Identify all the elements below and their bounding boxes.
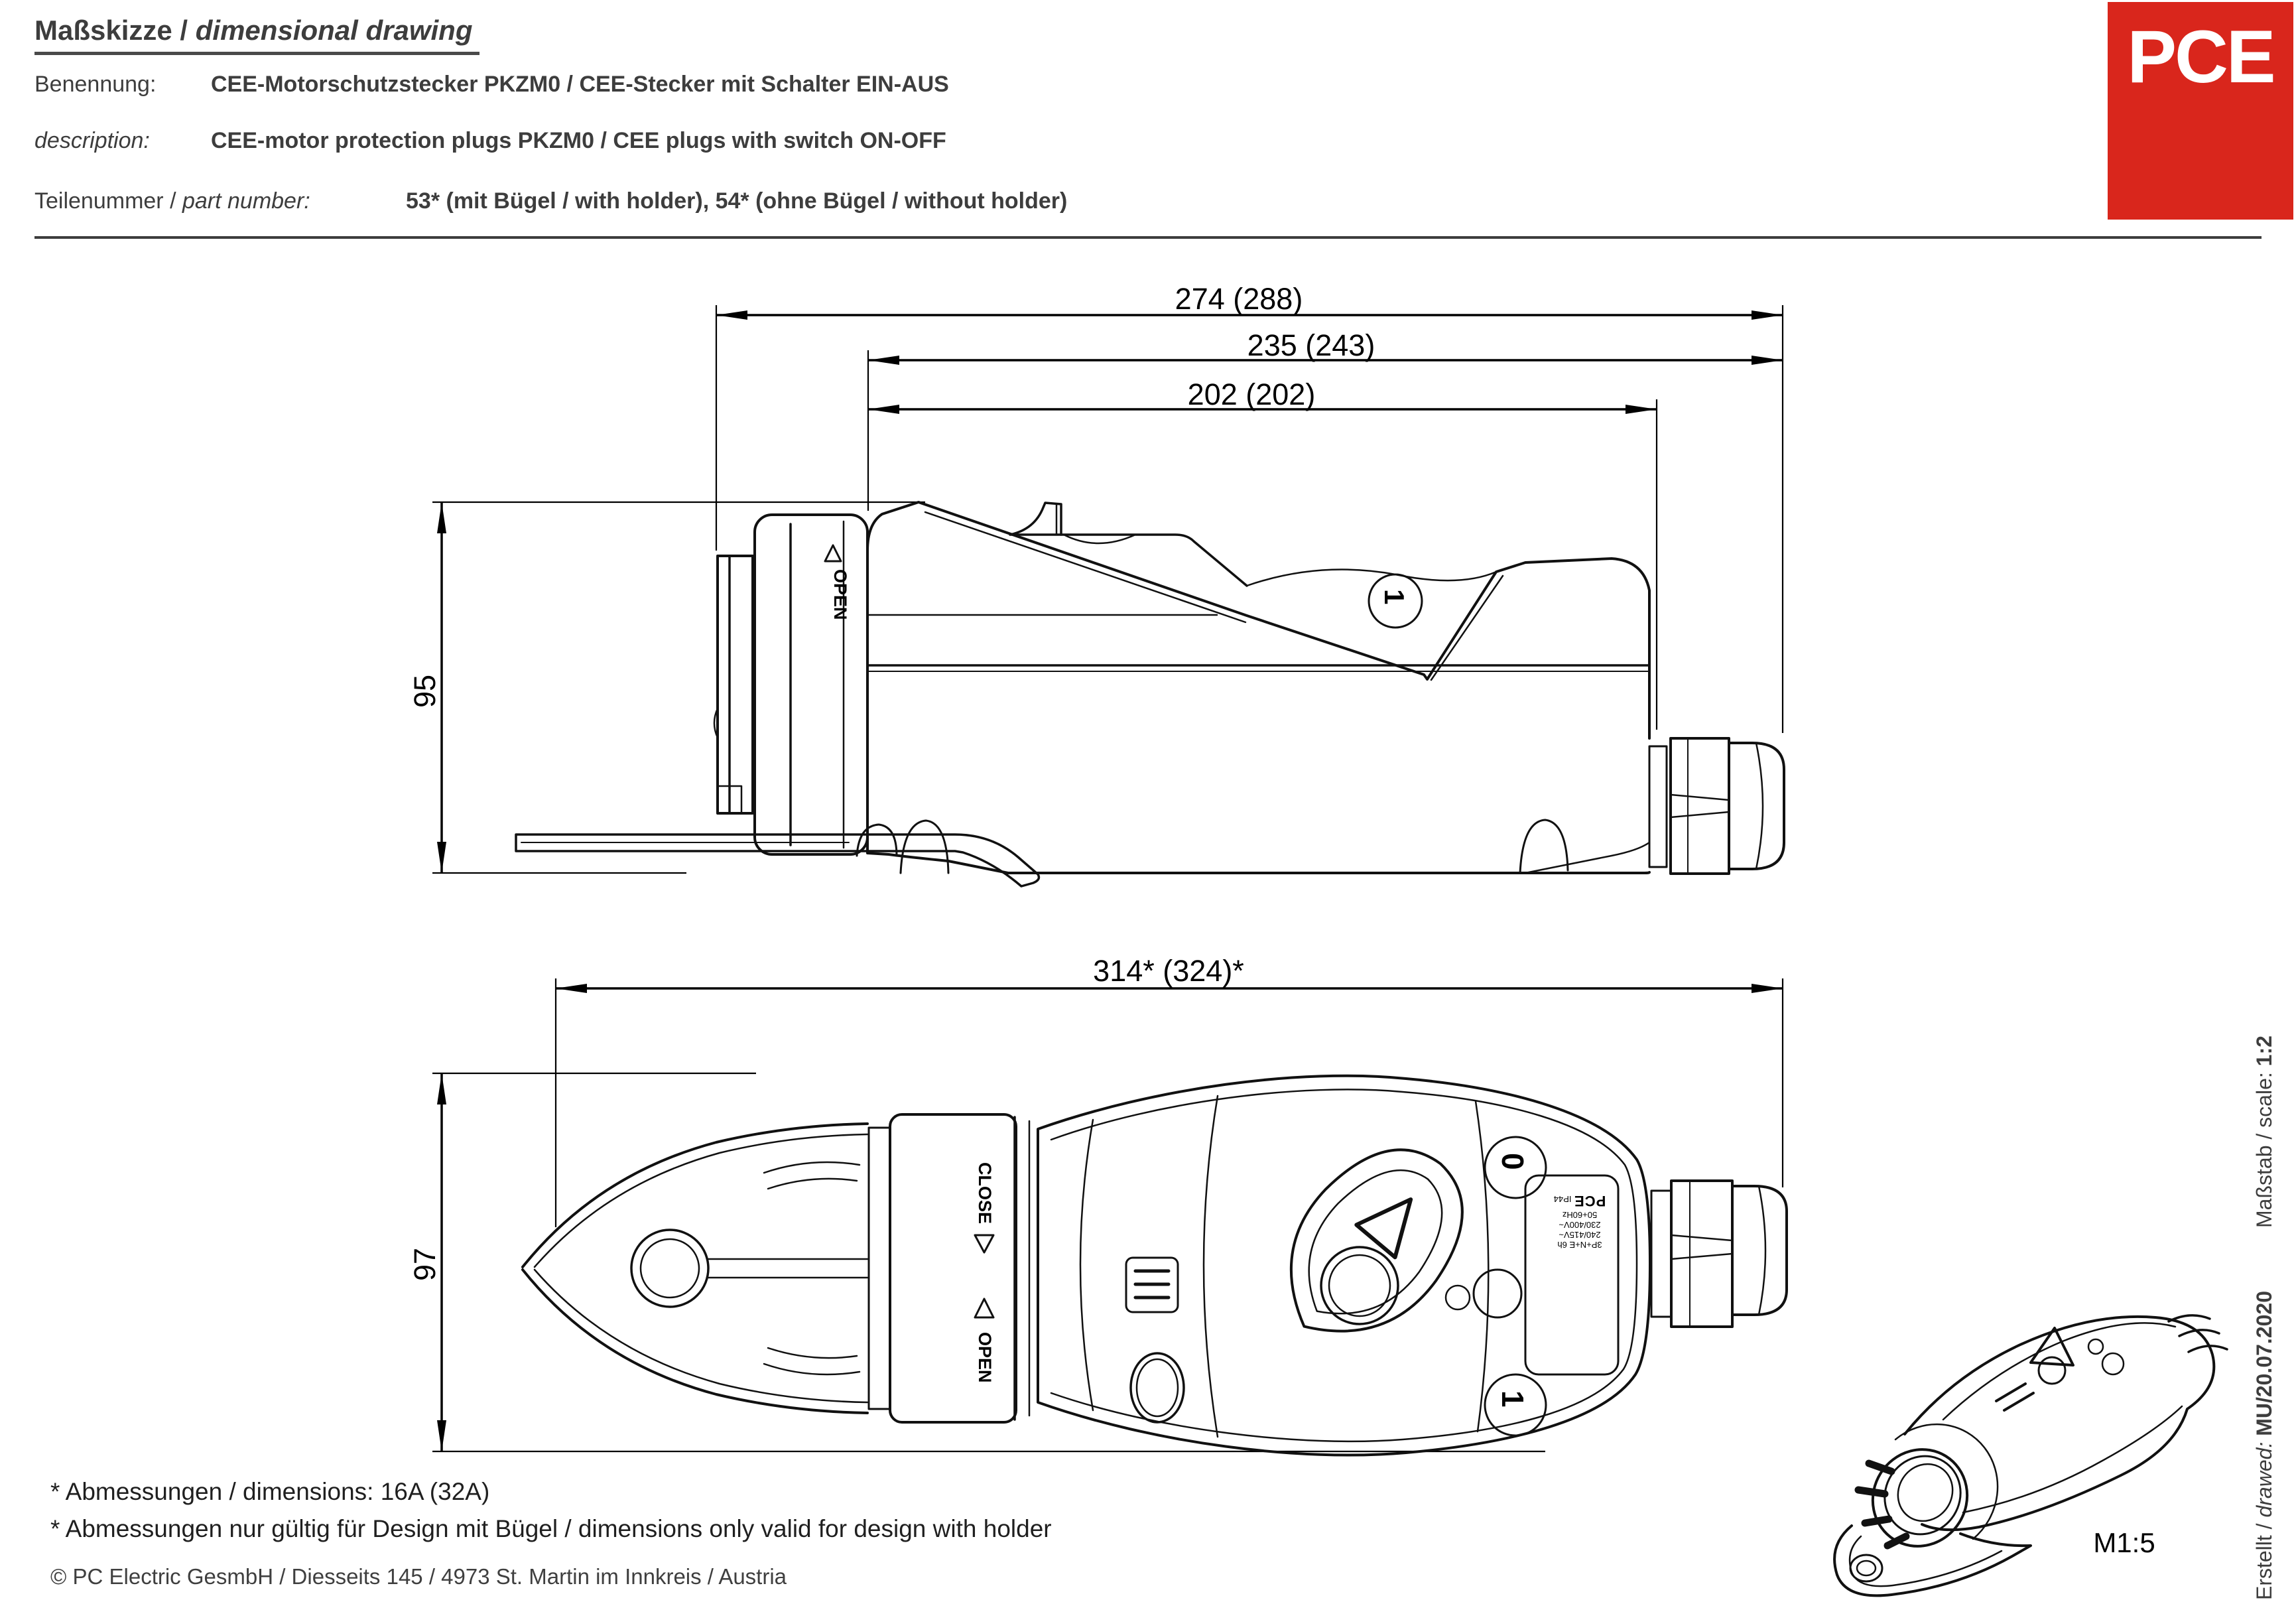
dim-95: 95 [408, 674, 442, 708]
copyright-line: © PC Electric GesmbH / Diesseits 145 / 4973 St. Martin im Innkreis / Austria [50, 1564, 787, 1589]
title-de: Maßskizze / [34, 15, 188, 46]
header-divider [34, 236, 2262, 239]
top-switch-1-mark: 1 [1496, 1390, 1530, 1408]
top-switch-0-mark: 0 [1496, 1153, 1530, 1170]
close-triangle-icon [975, 1235, 993, 1252]
top-view-drawing [523, 1076, 1787, 1455]
iso-scale-label: M1:5 [2093, 1527, 2155, 1558]
massstab-block: Maßstab / scale: 1:2 [2252, 1035, 2276, 1228]
dim-202: 202 (202) [1187, 377, 1316, 411]
drawing-info-sidebar [2252, 963, 2277, 1600]
title-en: dimensional drawing [188, 15, 473, 46]
dim-97: 97 [408, 1247, 442, 1282]
open-triangle-icon [825, 545, 841, 561]
side-switch-1-mark: 1 [1379, 589, 1410, 605]
pce-logo: PCE [2108, 2, 2293, 220]
rating-label: 3P+N+E 6h 240/415V~ 230/400V~ 50+60Hz PCE IP44 [1553, 1193, 1606, 1250]
side-view-drawing [516, 502, 1784, 886]
side-view-dimensions [432, 305, 1783, 873]
knob-arrow-icon [1356, 1183, 1430, 1258]
note-dimensions: * Abmessungen / dimensions: 16A (32A) [50, 1478, 490, 1505]
benennung-value: CEE-Motorschutzstecker PKZM0 / CEE-Stecker mit Schalter EIN-AUS [211, 72, 949, 97]
top-cap-open-mark: OPEN [975, 1332, 995, 1383]
erstellt-block: Erstellt / drawed: MU/20.07.2020 [2252, 1290, 2276, 1600]
teilenummer-label: Teilenummer / part number: [34, 188, 310, 214]
dim-235: 235 (243) [1247, 328, 1375, 362]
note-holder: * Abmessungen nur gültig für Design mit Bügel / dimensions only valid for design with holder [50, 1515, 1052, 1542]
rating-brand: PCE [1574, 1193, 1606, 1209]
dim-314: 314* (324)* [1093, 954, 1244, 988]
rating-ip: IP44 [1553, 1194, 1572, 1204]
open-triangle-icon [975, 1299, 993, 1317]
dim-274: 274 (288) [1175, 282, 1303, 316]
description-label: description: [34, 128, 150, 153]
teilenummer-value: 53* (mit Bügel / with holder), 54* (ohne Bügel / without holder) [406, 188, 1068, 214]
iso-view-drawing [1834, 1315, 2227, 1596]
rotary-knob [1249, 1118, 1496, 1373]
side-cap-open-mark: OPEN [830, 569, 850, 620]
description-value: CEE-motor protection plugs PKZM0 / CEE plugs with switch ON-OFF [211, 128, 946, 153]
page-title [34, 15, 479, 55]
benennung-label: Benennung: [34, 72, 157, 97]
top-cap-close-mark: CLOSE [975, 1162, 995, 1225]
